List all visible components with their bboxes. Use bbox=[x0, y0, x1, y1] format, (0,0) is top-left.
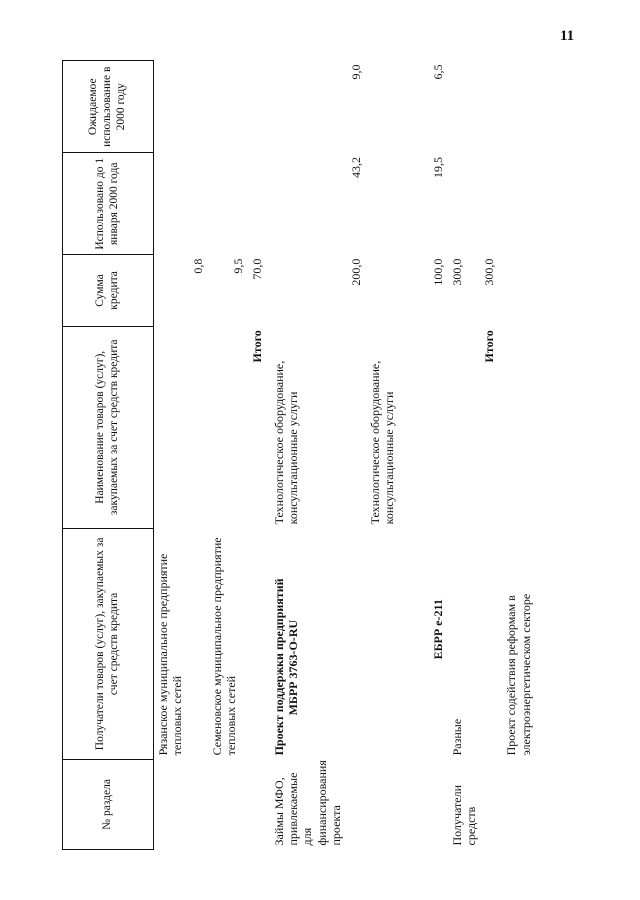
page-number: 11 bbox=[560, 28, 575, 44]
loan-ibrd: МБРР 3763-O-RU bbox=[285, 619, 300, 716]
recipient-semenov: Семеновское муниципальное предприятие тепловых сетей bbox=[209, 537, 238, 756]
project-enterprise-support: Проект поддержки предприятий bbox=[271, 578, 286, 756]
section-mfo-loans: Займы МФО, привлекаемые для финансирования проекта bbox=[271, 760, 344, 846]
used-ebrd: 19,5 bbox=[431, 156, 446, 178]
amount-ebrd: 100,0 bbox=[431, 258, 446, 286]
total-label-1: Итого bbox=[249, 330, 264, 363]
header-expected: Ожидаемое использование в 2000 году bbox=[63, 61, 154, 153]
amount-semenov: 9,5 bbox=[231, 258, 246, 274]
table-row bbox=[366, 61, 448, 850]
table-header-row bbox=[63, 61, 154, 850]
used-ibrd: 43,2 bbox=[349, 156, 364, 178]
loan-ebrd: ЕБРР e-211 bbox=[431, 599, 446, 660]
header-amount: Сумма кредита bbox=[63, 255, 154, 327]
header-used: Использовано до 1 января 2000 года bbox=[63, 153, 154, 255]
credit-usage-table bbox=[62, 60, 542, 850]
header-recipients: Получатели товаров (услуг), закупаемых за счет средств кредита bbox=[63, 528, 154, 759]
table-row bbox=[502, 61, 542, 850]
recipient-power-reform: Проект содействия реформам в электроэнергетическом секторе bbox=[504, 593, 533, 756]
expected-ibrd: 9,0 bbox=[349, 64, 364, 80]
expected-ebrd: 6,5 bbox=[431, 64, 446, 80]
recipient-ryazan: Рязанское муниципальное предприятие тепловых сетей bbox=[156, 553, 185, 756]
goods-ebrd: Технологическое оборудование, консультационные услуги bbox=[367, 360, 396, 525]
table-row bbox=[154, 61, 208, 850]
total-amount-1: 70,0 bbox=[249, 258, 264, 280]
header-section: № раздела bbox=[63, 759, 154, 849]
table-row bbox=[448, 61, 481, 850]
table-row bbox=[248, 61, 270, 850]
total-amount-2: 300,0 bbox=[482, 258, 497, 286]
header-goods: Наименование товаров (услуг), закупаемых за счет средств кредита bbox=[63, 326, 154, 528]
total-label-2: Итого bbox=[482, 330, 497, 363]
table-row bbox=[208, 61, 248, 850]
table-row bbox=[480, 61, 502, 850]
section-recipients: Получатели средств bbox=[449, 784, 478, 846]
recipient-various: Разные bbox=[449, 718, 464, 756]
amount-ryazan: 0,8 bbox=[191, 258, 206, 274]
amount-various: 300,0 bbox=[449, 258, 464, 286]
amount-ibrd: 200,0 bbox=[349, 258, 364, 286]
table-row bbox=[270, 61, 366, 850]
goods-ibrd: Технологическое оборудование, консультационные услуги bbox=[271, 360, 300, 525]
